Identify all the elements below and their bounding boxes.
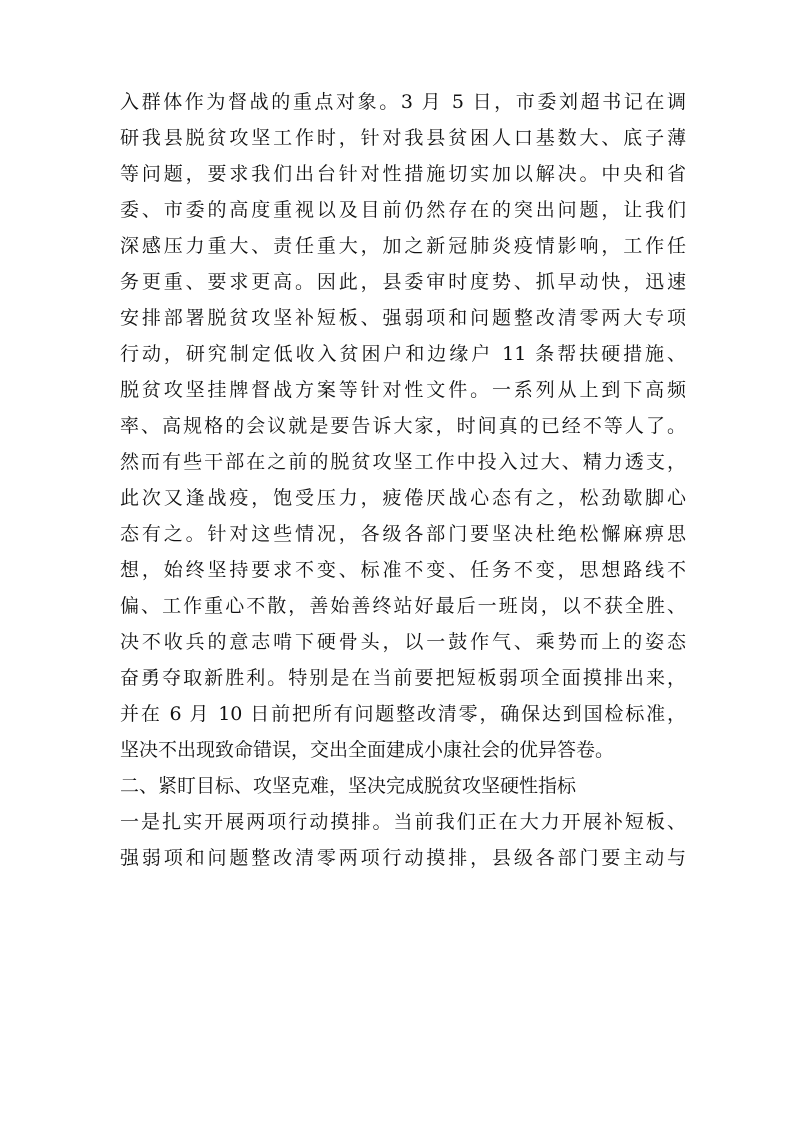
- text-line: 偏、工作重心不散，善始善终站好最后一班岗，以不获全胜、: [120, 595, 686, 617]
- text-line: 想，始终坚持要求不变、标准不变、任务不变，思想路线不: [120, 559, 686, 581]
- text-line: 然而有些干部在之前的脱贫攻坚工作中投入过大、精力透支，: [120, 451, 686, 473]
- text-line: 深感压力重大、责任重大，加之新冠肺炎疫情影响，工作任: [120, 235, 686, 257]
- text-line: 强弱项和问题整改清零两项行动摸排，县级各部门要主动与: [120, 847, 686, 869]
- text-line: 奋勇夺取新胜利。特别是在当前要把短板弱项全面摸排出来，: [120, 667, 686, 689]
- text-line: 一是扎实开展两项行动摸排。当前我们正在大力开展补短板、: [120, 811, 686, 833]
- text-line: 坚决不出现致命错误，交出全面建成小康社会的优异答卷。: [120, 739, 615, 761]
- text-line: 入群体作为督战的重点对象。3 月 5 日，市委刘超书记在调: [120, 91, 686, 113]
- text-line: 此次又逢战疫，饱受压力，疲倦厌战心态有之，松劲歇脚心: [120, 487, 686, 509]
- text-line: 研我县脱贫攻坚工作时，针对我县贫困人口基数大、底子薄: [120, 127, 686, 149]
- text-line: 脱贫攻坚挂牌督战方案等针对性文件。一系列从上到下高频: [120, 379, 686, 401]
- body-text: [120, 84, 686, 876]
- section-heading: 二、紧盯目标、攻坚克难，坚决完成脱贫攻坚硬性指标: [120, 775, 577, 797]
- text-line: 并在 6 月 10 日前把所有问题整改清零，确保达到国检标准，: [120, 703, 686, 725]
- text-line: 委、市委的高度重视以及目前仍然存在的突出问题，让我们: [120, 199, 686, 221]
- text-line: 等问题，要求我们出台针对性措施切实加以解决。中央和省: [120, 163, 686, 185]
- text-line: 务更重、要求更高。因此，县委审时度势、抓早动快，迅速: [120, 271, 686, 293]
- text-line: 决不收兵的意志啃下硬骨头，以一鼓作气、乘势而上的姿态: [120, 631, 686, 653]
- text-line: 安排部署脱贫攻坚补短板、强弱项和问题整改清零两大专项: [120, 307, 686, 329]
- text-line: 率、高规格的会议就是要告诉大家，时间真的已经不等人了。: [120, 415, 686, 437]
- text-line: 态有之。针对这些情况，各级各部门要坚决杜绝松懈麻痹思: [120, 523, 686, 545]
- text-line: 行动，研究制定低收入贫困户和边缘户 11 条帮扶硬措施、: [120, 343, 686, 365]
